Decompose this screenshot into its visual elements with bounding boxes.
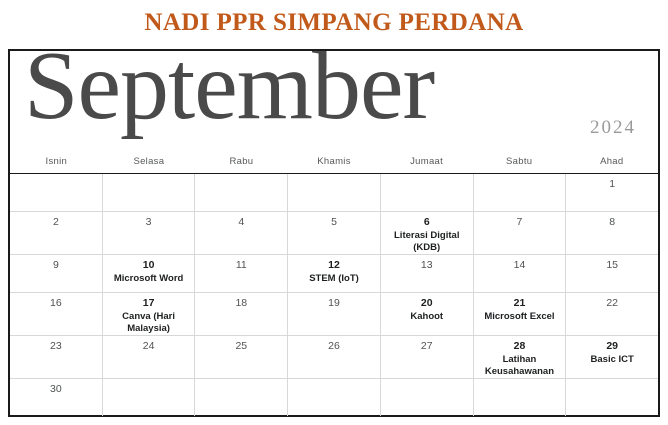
weekday-jumaat: Jumaat bbox=[410, 156, 444, 167]
calendar-day-cell[interactable] bbox=[566, 255, 658, 292]
calendar-day-cell[interactable] bbox=[10, 293, 103, 335]
calendar-day-cell[interactable] bbox=[103, 379, 196, 416]
calendar-day-cell[interactable] bbox=[10, 379, 103, 416]
calendar-day-cell[interactable] bbox=[381, 293, 474, 335]
calendar-day-cell[interactable] bbox=[381, 174, 474, 211]
page-title: NADI PPR SIMPANG PERDANA bbox=[144, 9, 524, 36]
calendar-day-cell[interactable] bbox=[288, 212, 381, 254]
day-number: 6 bbox=[423, 216, 430, 228]
day-number: 15 bbox=[606, 259, 619, 271]
day-number: 22 bbox=[606, 297, 619, 309]
calendar-day-cell[interactable] bbox=[566, 212, 658, 254]
calendar-day-cell[interactable] bbox=[288, 293, 381, 335]
day-number: 16 bbox=[50, 297, 62, 309]
day-number: 29 bbox=[606, 340, 619, 352]
day-number: 28 bbox=[513, 340, 526, 352]
day-event-label: Microsoft Excel bbox=[484, 311, 555, 322]
day-number: 10 bbox=[142, 259, 155, 271]
calendar-day-cell[interactable] bbox=[195, 293, 288, 335]
year-label: 2024 bbox=[590, 117, 636, 138]
day-number: 26 bbox=[328, 340, 340, 352]
calendar-day-cell[interactable] bbox=[103, 336, 196, 378]
weekday-sabtu: Sabtu bbox=[506, 156, 533, 167]
calendar-week-row bbox=[10, 293, 658, 336]
calendar-day-cell[interactable] bbox=[566, 336, 658, 378]
month-label: September bbox=[24, 51, 435, 140]
day-number: 2 bbox=[52, 216, 59, 228]
day-number: 19 bbox=[328, 297, 340, 309]
calendar-day-cell[interactable] bbox=[195, 255, 288, 292]
calendar-day-cell[interactable] bbox=[381, 255, 474, 292]
calendar-week-row bbox=[10, 174, 658, 212]
calendar-day-cell[interactable] bbox=[381, 212, 474, 254]
day-number: 18 bbox=[235, 297, 248, 309]
day-number: 25 bbox=[235, 340, 248, 352]
calendar-day-cell[interactable] bbox=[288, 174, 381, 211]
calendar-day-cell[interactable] bbox=[474, 255, 567, 292]
day-event-label: STEM (IoT) bbox=[309, 273, 359, 284]
day-event-label: Basic ICT bbox=[590, 354, 634, 365]
calendar-masthead bbox=[10, 51, 658, 151]
calendar-frame bbox=[8, 49, 660, 417]
calendar-day-cell[interactable] bbox=[10, 255, 103, 292]
calendar-day-cell[interactable] bbox=[103, 255, 196, 292]
weekday-header-row bbox=[10, 151, 658, 174]
calendar-week-row bbox=[10, 336, 658, 379]
calendar-week-row bbox=[10, 379, 658, 416]
calendar-day-cell[interactable] bbox=[103, 293, 196, 335]
calendar-day-cell[interactable] bbox=[474, 212, 567, 254]
day-number: 24 bbox=[142, 340, 155, 352]
day-number: 30 bbox=[50, 383, 62, 395]
day-event-label: Canva (Hari Malaysia) bbox=[122, 311, 175, 334]
day-event-label: Latihan Keusahawanan bbox=[484, 354, 555, 377]
day-number: 27 bbox=[420, 340, 433, 352]
calendar-week-row bbox=[10, 255, 658, 293]
calendar-day-cell[interactable] bbox=[10, 174, 103, 211]
calendar-day-cell[interactable] bbox=[381, 379, 474, 416]
day-number: 3 bbox=[145, 216, 152, 228]
day-number: 1 bbox=[609, 178, 616, 190]
calendar-day-cell[interactable] bbox=[103, 174, 196, 211]
calendar-day-cell[interactable] bbox=[288, 336, 381, 378]
day-number: 12 bbox=[328, 259, 340, 271]
calendar-day-cell[interactable] bbox=[566, 174, 658, 211]
day-number: 5 bbox=[331, 216, 337, 228]
weekday-rabu: Rabu bbox=[229, 156, 254, 167]
day-number: 14 bbox=[513, 259, 526, 271]
calendar-day-cell[interactable] bbox=[288, 255, 381, 292]
day-number: 11 bbox=[235, 259, 247, 271]
day-event-label: Literasi Digital (KDB) bbox=[394, 230, 460, 253]
day-event-label: Kahoot bbox=[410, 311, 444, 322]
day-number: 13 bbox=[420, 259, 433, 271]
calendar-day-cell[interactable] bbox=[103, 212, 196, 254]
day-number: 8 bbox=[609, 216, 616, 228]
calendar-day-cell[interactable] bbox=[381, 336, 474, 378]
calendar-day-cell[interactable] bbox=[195, 336, 288, 378]
calendar-day-cell[interactable] bbox=[288, 379, 381, 416]
day-number: 4 bbox=[238, 216, 245, 228]
calendar-day-cell[interactable] bbox=[566, 293, 658, 335]
weekday-selasa: Selasa bbox=[133, 156, 165, 167]
calendar-day-cell[interactable] bbox=[195, 379, 288, 416]
day-number: 9 bbox=[52, 259, 59, 271]
calendar-day-cell[interactable] bbox=[474, 174, 567, 211]
day-number: 7 bbox=[516, 216, 523, 228]
calendar-day-cell[interactable] bbox=[195, 212, 288, 254]
weekday-khamis: Khamis bbox=[317, 156, 351, 167]
calendar-day-cell[interactable] bbox=[10, 212, 103, 254]
calendar-day-cell[interactable] bbox=[474, 336, 567, 378]
calendar-day-cell[interactable] bbox=[10, 336, 103, 378]
day-number: 23 bbox=[50, 340, 62, 352]
calendar-day-cell[interactable] bbox=[474, 379, 567, 416]
weekday-isnin: Isnin bbox=[45, 156, 68, 167]
day-number: 20 bbox=[420, 297, 433, 309]
calendar-day-cell[interactable] bbox=[474, 293, 567, 335]
calendar-day-cell[interactable] bbox=[195, 174, 288, 211]
day-number: 21 bbox=[513, 297, 526, 309]
calendar-week-row bbox=[10, 212, 658, 255]
weekday-ahad: Ahad bbox=[600, 156, 624, 167]
day-number: 17 bbox=[142, 297, 155, 309]
calendar-day-cell[interactable] bbox=[566, 379, 658, 416]
day-event-label: Microsoft Word bbox=[113, 273, 184, 284]
calendar-grid bbox=[10, 174, 658, 416]
